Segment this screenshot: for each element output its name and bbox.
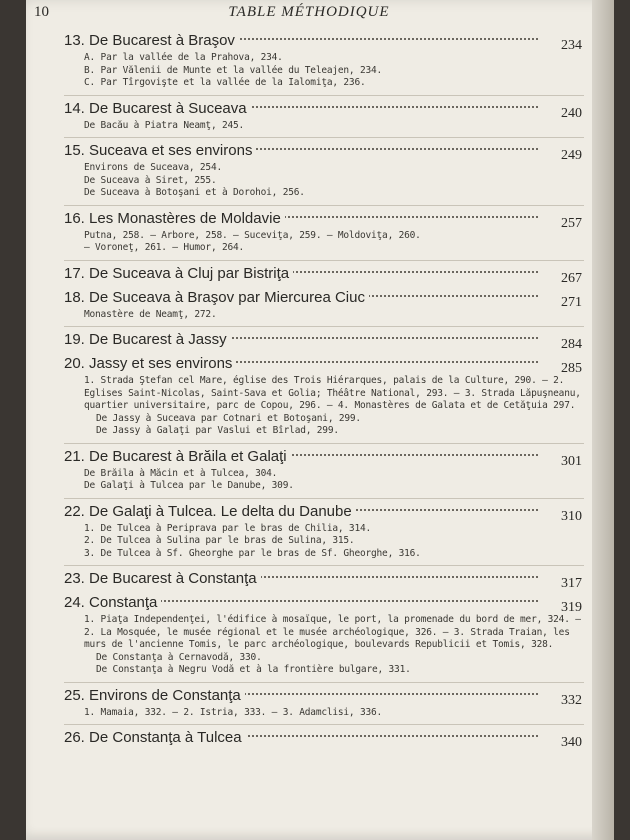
chapter-title: 18. De Suceava à Braşov par Miercurea Ciuc: [64, 289, 369, 306]
sub-entries: [64, 614, 587, 682]
sub-entry: De Galaţi à Tulcea par le Danube, 309.: [84, 480, 294, 491]
sub-entry: De Suceava à Siret, 255.: [84, 174, 217, 186]
toc-entry: [64, 590, 587, 682]
chapter-page-number: 332: [561, 692, 582, 708]
sub-entries: [64, 162, 584, 205]
chapter-page-number: 310: [561, 508, 582, 524]
sub-entries: [64, 52, 584, 95]
toc-entry: [64, 443, 584, 498]
toc-entry: [64, 498, 584, 566]
chapter-page-number: 249: [561, 148, 582, 163]
chapter-page-number: 284: [561, 337, 582, 352]
toc-entry: [64, 326, 584, 351]
toc-entry-line: [64, 725, 584, 749]
chapter-title: 19. De Bucarest à Jassy: [64, 331, 231, 348]
chapter-title: 17. De Suceava à Cluj par Bistriţa: [64, 265, 293, 282]
toc-entry-line: [64, 444, 584, 468]
sub-entry: B. Par Vălenii de Munte et la vallée du Teleajen, 234.: [84, 64, 383, 76]
page-gutter: [592, 0, 614, 840]
book-page: [26, 0, 614, 840]
sub-entry: De Brăila à Măcin et à Tulcea, 304.: [84, 467, 278, 479]
chapter-title: 20. Jassy et ses environs: [64, 355, 236, 372]
sub-entry: 1. Piaţa Independenţei, l'édifice à mosaïque, le port, la promenade du bord de mer, 324. — 2. La Mosquée, le musée régional et le musée archéologique, 326. — 3. Strada Traian, les murs de l'ancienne Tomis, le parc archéologique, boulevards Republicii et Tomis, 328.: [84, 614, 587, 650]
sub-entry: De Jassy à Galaţi par Vaslui et Bîrlad, 299.: [96, 425, 339, 436]
toc-entry-line: [64, 566, 584, 590]
sub-entries: [64, 375, 587, 443]
sub-entry: Environs de Suceava, 254.: [84, 162, 222, 173]
chapter-page-number: 267: [561, 270, 582, 286]
chapter-title: 14. De Bucarest à Suceava: [64, 100, 251, 117]
toc-entry: [64, 260, 584, 285]
toc-entry-line: [64, 351, 584, 375]
sub-entries: [64, 120, 584, 138]
toc-entry-line: [64, 499, 584, 523]
table-of-contents: [64, 28, 587, 750]
chapter-title: 25. Environs de Constanţa: [64, 687, 245, 704]
chapter-title: 26. De Constanţa à Tulcea: [64, 729, 246, 746]
chapter-title: 22. De Galaţi à Tulcea. Le delta du Danube: [64, 503, 356, 520]
chapter-page-number: 234: [561, 38, 582, 53]
chapter-page-number: 319: [561, 600, 582, 615]
toc-entry-line: [64, 138, 584, 162]
toc-entry-line: [64, 285, 584, 309]
chapter-page-number: 257: [561, 215, 582, 231]
chapter-title: 16. Les Monastères de Moldavie: [64, 210, 285, 227]
sub-entries: [64, 707, 584, 725]
toc-entry: [64, 682, 584, 725]
toc-entry-line: [64, 683, 584, 707]
sub-entry: De Suceava à Botoşani et à Dorohoi, 256.: [84, 187, 305, 198]
page-header: [34, 4, 584, 26]
chapter-page-number: 240: [561, 105, 582, 121]
page-number: 10: [34, 4, 49, 20]
chapter-page-number: 271: [561, 294, 582, 310]
toc-entry-line: [64, 28, 584, 52]
toc-entry: [64, 724, 584, 749]
sub-entries: [64, 309, 584, 327]
toc-entry-line: [64, 327, 584, 351]
sub-entries: [64, 523, 584, 566]
sub-entry: 1. Mamaia, 332. — 2. Istria, 333. — 3. Adamclisi, 336.: [84, 706, 383, 718]
chapter-page-number: 340: [561, 735, 582, 750]
toc-entry: [64, 285, 584, 327]
sub-entry: 3. De Tulcea à Sf. Gheorghe par le bras de Sf. Gheorghe, 316.: [84, 547, 421, 559]
chapter-page-number: 301: [561, 453, 582, 469]
sub-entry: De Jassy à Suceava par Cotnari et Botoşani, 299.: [96, 412, 361, 424]
sub-entry: De Constanţa à Cernavodă, 330.: [96, 651, 262, 663]
toc-entry: [64, 205, 584, 260]
running-title: TABLE MÉTHODIQUE: [228, 4, 390, 20]
toc-entry: [64, 137, 584, 205]
sub-entry: 1. De Tulcea à Periprava par le bras de Chilia, 314.: [84, 522, 372, 534]
chapter-title: 13. De Bucarest à Braşov: [64, 32, 239, 49]
toc-entry: [64, 95, 584, 138]
sub-entry: C. Par Tîrgovişte et la vallée de la Ialomiţa, 236.: [84, 77, 366, 88]
chapter-title: 15. Suceava et ses environs: [64, 142, 256, 159]
sub-entry: Monastère de Neamţ, 272.: [84, 308, 217, 320]
toc-entry-line: [64, 590, 584, 614]
sub-entries: [64, 230, 584, 260]
chapter-title: 21. De Bucarest à Brăila et Galaţi: [64, 448, 291, 465]
chapter-page-number: 317: [561, 576, 582, 591]
sub-entry: De Constanţa à Negru Vodă et à la frontière bulgare, 331.: [96, 664, 411, 675]
sub-entry: De Bacău à Piatra Neamţ, 245.: [84, 119, 245, 131]
toc-entry: [64, 28, 584, 95]
sub-entry: A. Par la vallée de la Prahova, 234.: [84, 52, 283, 63]
chapter-title: 23. De Bucarest à Constanţa: [64, 570, 261, 587]
toc-entry-line: [64, 206, 584, 230]
chapter-title: 24. Constanţa: [64, 594, 161, 611]
sub-entry: Putna, 258. — Arbore, 258. — Suceviţa, 259. — Moldoviţa, 260.: [84, 229, 421, 241]
sub-entries: [64, 468, 584, 498]
sub-entry: 1. Strada Ştefan cel Mare, église des Trois Hiérarques, palais de la Culture, 290. — 2. Eglises Saint-Nicolas, Saint-Sava et Golia; Théâtre National, 293. — 3. Strada Lăpuşneanu, quartier universitaire, parc de Copou, 296. — 4. Monastères de Galata et de Cetăţuia 297.: [84, 375, 587, 411]
toc-entry-line: [64, 261, 584, 285]
toc-entry: [64, 351, 587, 443]
sub-entry: 2. De Tulcea à Sulina par le bras de Sulina, 315.: [84, 535, 355, 546]
chapter-page-number: 285: [561, 361, 582, 376]
sub-entry: — Voroneţ, 261. — Humor, 264.: [84, 242, 245, 253]
toc-entry-line: [64, 96, 584, 120]
toc-entry: [64, 565, 584, 590]
